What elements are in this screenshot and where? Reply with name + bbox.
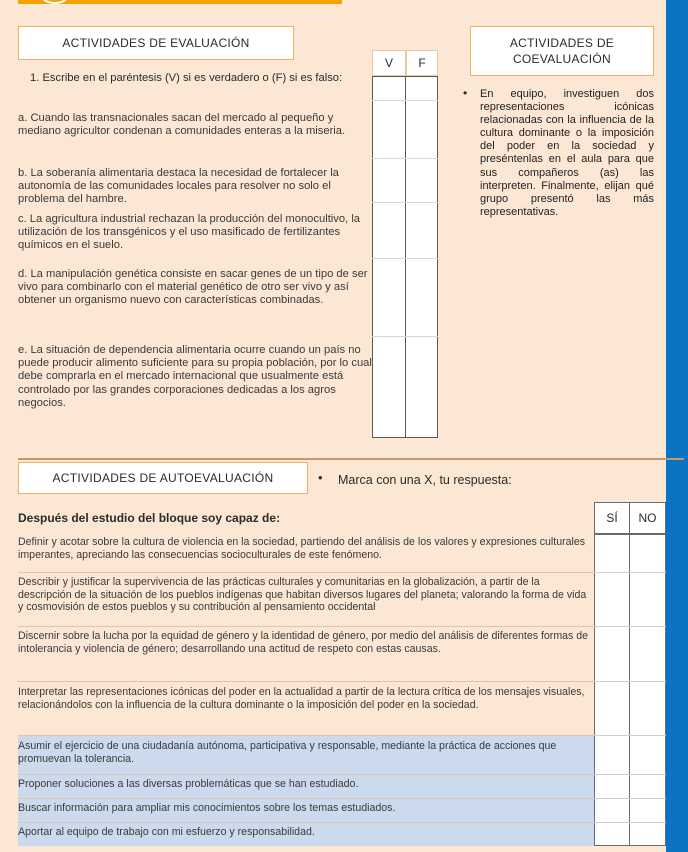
answer-row-line — [372, 336, 438, 337]
row-text: Asumir el ejercicio de una ciudadanía autónoma, participativa y responsable, mediante la práctica de acciones que promuevan la tolerancia. — [18, 740, 557, 765]
answer-row-line — [372, 202, 438, 203]
row-separator — [18, 681, 666, 682]
top-accent-strip — [18, 0, 342, 4]
table-row — [18, 738, 666, 774]
table-row — [18, 684, 666, 734]
row-text: Interpretar las representaciones icónicas del poder en la actualidad a partir de la lectura crítica de los mensajes visuales, relacionándolos con la influencia de la cultura dominante o la imposición del poder en la sociedad. — [18, 686, 585, 711]
row-text: Proponer soluciones a las diversas problemáticas que se han estudiado. — [18, 778, 359, 790]
evaluation-instruction: 1. Escribe en el paréntesis (V) si es verdadero o (F) si es falso: — [30, 72, 343, 84]
row-separator — [18, 774, 666, 775]
coevaluation-bullet: • — [463, 86, 468, 100]
false-column-header: F — [406, 50, 438, 76]
answer-row-line — [594, 681, 666, 682]
true-column-header: V — [372, 50, 406, 76]
answer-row-line — [594, 572, 666, 573]
row-text: Buscar información para ampliar mis conocimientos sobre los temas estudiados. — [18, 802, 396, 814]
false-answer-column[interactable] — [406, 76, 438, 438]
row-separator — [18, 626, 666, 627]
table-heading: Después del estudio del bloque soy capaz de: — [18, 511, 281, 525]
table-row — [18, 574, 666, 626]
evaluation-title: ACTIVIDADES DE EVALUACIÓN — [18, 26, 294, 60]
answer-row-line — [594, 774, 666, 775]
autoevaluation-title: ACTIVIDADES DE AUTOEVALUACIÓN — [18, 462, 308, 494]
table-row — [18, 628, 666, 680]
autoevaluation-instruction: Marca con una X, tu respuesta: — [338, 473, 512, 487]
row-text: Definir y acotar sobre la cultura de violencia en la sociedad, partiendo del análisis de los valores y expresiones culturales imperantes, apreciando las consecuencias socioculturales de este fenómeno. — [18, 536, 586, 561]
answer-row-line — [372, 258, 438, 259]
answer-row-line — [372, 158, 438, 159]
answer-row-line — [594, 798, 666, 799]
section-divider — [18, 458, 684, 460]
question-item-a: a. Cuando las transnacionales sacan del mercado al pequeño y mediano agricultor condenan a comunidades enteras a la miseria. — [18, 112, 346, 138]
question-item-b: b. La soberanía alimentaria destaca la necesidad de fortalecer la autonomía de las comunidades locales para resolver no solo el problema del hambre. — [18, 167, 339, 206]
row-separator — [18, 735, 666, 736]
yes-column-header: SÍ — [594, 502, 630, 534]
page-edge-bar — [666, 0, 688, 852]
coevaluation-title: ACTIVIDADES DE COEVALUACIÓN — [470, 26, 654, 76]
answer-row-line — [594, 626, 666, 627]
question-item-d: d. La manipulación genética consiste en sacar genes de un tipo de ser vivo para combinarlo con el material genético de otro ser vivo y así obtener un organismo nuevo con características combinadas. — [18, 268, 368, 307]
true-answer-column[interactable] — [372, 76, 406, 438]
answer-row-line — [594, 822, 666, 823]
table-row — [18, 800, 666, 820]
question-item-c: c. La agricultura industrial rechazan la producción del monocultivo, la utilización de los transgénicos y el uso masificado de fertilizantes químicos en el suelo. — [18, 213, 361, 252]
table-row — [18, 824, 666, 844]
row-text: Aportar al equipo de trabajo con mi esfuerzo y responsabilidad. — [18, 826, 315, 838]
row-text: Describir y justificar la supervivencia de las prácticas culturales y comunitarias en la globalización, a partir de la descripción de la situación de los pueblos indígenas que habitan diversos lugares del planeta; valorando la forma de vida y cosmovisión de estos pueblos y su contribución al pensamiento occidental — [18, 576, 587, 614]
row-text: Discernir sobre la lucha por la equidad de género y la identidad de género, por medio del análisis de diferentes formas de intolerancia y violencia de género; desarrollando una actitud de respeto con estas causas. — [18, 630, 589, 655]
answer-row-line — [594, 735, 666, 736]
row-separator — [18, 572, 666, 573]
autoevaluation-bullet: • — [318, 470, 323, 485]
answer-row-line — [372, 100, 438, 101]
row-separator — [18, 798, 666, 799]
yes-answer-column[interactable] — [594, 534, 630, 846]
row-separator — [18, 822, 666, 823]
table-row — [18, 776, 666, 796]
table-row — [18, 534, 666, 572]
no-column-header: NO — [630, 502, 666, 534]
question-item-e: e. La situación de dependencia alimentaria ocurre cuando un país no puede producir alimento suficiente para su propia población, por lo cual debe comprarla en el mercado internacional que usualmente está controlado por las grandes corporaciones dedicadas a los agros negocios. — [18, 344, 372, 409]
coevaluation-text: En equipo, investiguen dos representaciones icónicas relacionadas con la influencia de la cultura dominante o la imposición del poder en la sociedad y preséntenlas en el aula para que sus compañeros (as) las interpreten. Finalmente, elijan qué grupo presentó las más representativas. — [480, 88, 654, 218]
no-answer-column[interactable] — [630, 534, 666, 846]
